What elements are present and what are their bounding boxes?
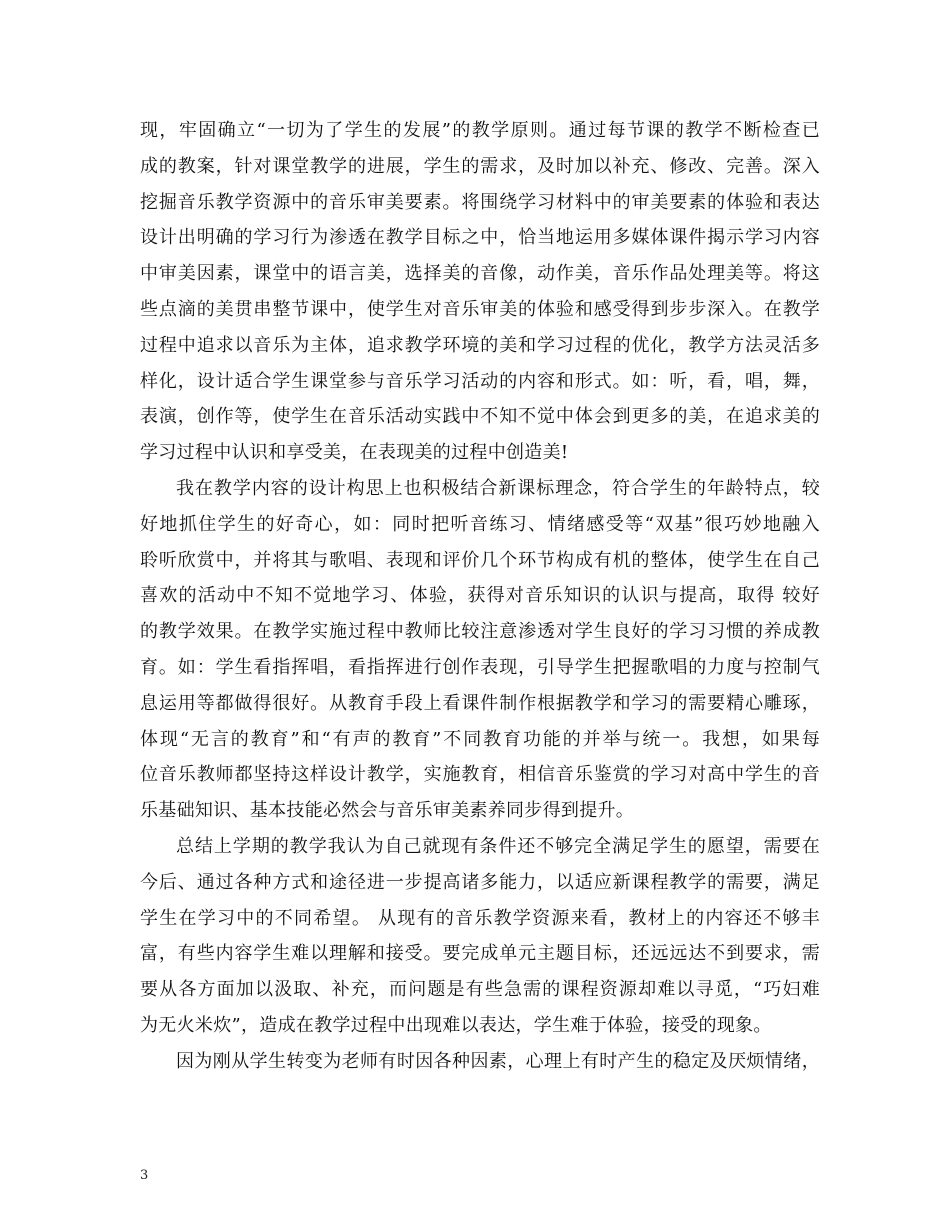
text-line: 育。如：学生看指挥唱，看指挥进行创作表现，引导学生把握歌唱的力度与控制气 xyxy=(140,656,820,678)
text-line: 今后、通过各种方式和途径进一步提高诸多能力，以适应新课程教学的需要，满足 xyxy=(140,871,820,893)
text-line: 学生在学习中的不同希望。 从现有的音乐教学资源来看，教材上的内容还不够丰 xyxy=(140,907,820,929)
text-line: 设计出明确的学习行为渗透在教学目标之中，恰当地运用多媒体课件揭示学习内容 xyxy=(140,227,820,249)
text-line: 成的教案，针对课堂教学的进展，学生的需求，及时加以补充、修改、完善。深入 xyxy=(140,155,820,177)
text-line: 挖掘音乐教学资源中的音乐审美要素。将围绕学习材料中的审美要素的体验和表达 xyxy=(140,191,820,213)
text-line: 要从各方面加以汲取、补充，而问题是有些急需的课程资源却难以寻觅，“巧妇难 xyxy=(140,979,820,1001)
paragraph-first-line: 因为刚从学生转变为老师有时因各种因素，心理上有时产生的稳定及厌烦情绪， xyxy=(176,1050,820,1072)
text-line: 学习过程中认识和享受美，在表现美的过程中创造美! xyxy=(140,442,569,464)
text-line: 息运用等都做得很好。从教育手段上看课件制作根据教学和学习的需要精心雕琢， xyxy=(140,692,820,714)
paragraph-first-line: 总结上学期的教学我认为自己就现有条件还不够完全满足学生的愿望，需要在 xyxy=(176,835,820,857)
document-body xyxy=(140,113,820,1080)
text-line: 为无火米炊”，造成在教学过程中出现难以表达，学生难于体验，接受的现象。 xyxy=(140,1014,772,1036)
text-line: 富，有些内容学生难以理解和接受。要完成单元主题目标，还远远达不到要求，需 xyxy=(140,943,820,965)
text-line: 的教学效果。在教学实施过程中教师比较注意渗透对学生良好的学习习惯的养成教 xyxy=(140,621,820,643)
text-line: 体现“无言的教育”和“有声的教育”不同教育功能的并举与统一。我想，如果每 xyxy=(140,728,820,750)
text-line: 样化，设计适合学生课堂参与音乐学习活动的内容和形式。如：听，看，唱，舞， xyxy=(140,370,820,392)
paragraph-first-line: 我在教学内容的设计构思上也积极结合新课标理念，符合学生的年龄特点，较 xyxy=(176,477,820,499)
text-line: 好地抓住学生的好奇心，如：同时把听音练习、情绪感受等“双基”很巧妙地融入 xyxy=(140,513,820,535)
text-line: 现，牢固确立“一切为了学生的发展”的教学原则。通过每节课的教学不断检查已 xyxy=(140,120,820,141)
text-line: 喜欢的活动中不知不觉地学习、体验，获得对音乐知识的认识与提高，取得 较好 xyxy=(140,585,820,607)
text-line: 表演，创作等，使学生在音乐活动实践中不知不觉中体会到更多的美，在追求美的 xyxy=(140,406,820,428)
text-line: 些点滴的美贯串整节课中，使学生对音乐审美的体验和感受得到步步深入。在教学 xyxy=(140,298,820,320)
text-line: 过程中追求以音乐为主体，追求教学环境的美和学习过程的优化，教学方法灵活多 xyxy=(140,334,820,356)
text-line: 聆听欣赏中，并将其与歌唱、表现和评价几个环节构成有机的整体，使学生在自己 xyxy=(140,549,820,571)
text-line: 中审美因素，课堂中的语言美，选择美的音像，动作美，音乐作品处理美等。将这 xyxy=(140,263,820,285)
text-line: 位音乐教师都坚持这样设计教学，实施教育，相信音乐鉴赏的学习对高中学生的音 xyxy=(140,764,820,786)
page-number: 3 xyxy=(140,1168,149,1183)
text-line: 乐基础知识、基本技能必然会与音乐审美素养同步得到提升。 xyxy=(140,800,635,822)
